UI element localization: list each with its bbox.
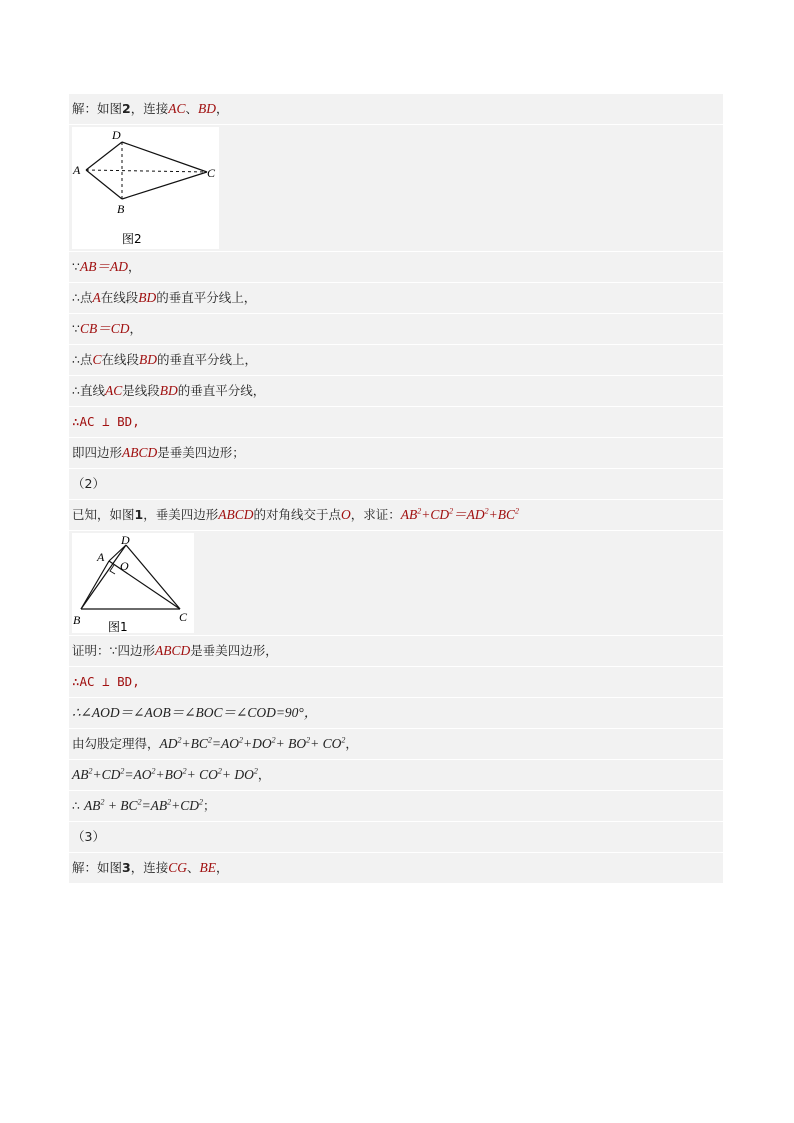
label-o: O (120, 559, 129, 573)
text: ， (129, 321, 142, 336)
kite-diagram (72, 127, 219, 249)
text: 、 (185, 101, 199, 116)
edge-ab (81, 561, 109, 609)
exponent: 2 (449, 506, 454, 516)
term: +CD (92, 767, 121, 782)
exponent: 2 (341, 735, 346, 745)
exponent: 2 (271, 735, 276, 745)
figure-2-row (69, 125, 723, 252)
exponent: 2 (167, 797, 172, 807)
text: ，求证： (350, 507, 401, 522)
exponent: 2 (306, 735, 311, 745)
text: 证明：∵四边形 (72, 643, 155, 658)
text: ∴点 (72, 290, 93, 305)
term: + CO (186, 767, 218, 782)
figure-number: 1 (134, 507, 144, 522)
line-8 (69, 438, 723, 469)
figure-number: 2 (122, 101, 131, 116)
text: ，垂美四边形 (143, 507, 219, 522)
text: 是线段 (122, 383, 160, 398)
goal-equation (401, 507, 519, 522)
edge-ba (86, 170, 122, 199)
exponent: 2 (177, 735, 182, 745)
term: =AO (124, 767, 152, 782)
label-c: C (179, 610, 188, 624)
label-c: C (207, 166, 216, 180)
line-1 (69, 94, 723, 125)
edge-dc (122, 142, 207, 172)
text: 的对角线交于点 (253, 507, 341, 522)
exponent: 2 (137, 797, 142, 807)
pythagorean-equation-2 (72, 767, 258, 782)
text: 由勾股定理得， (72, 736, 160, 751)
text: ， (257, 767, 271, 782)
text: 是垂美四边形， (190, 643, 278, 658)
text: ，连接 (130, 101, 169, 116)
term: +BC (181, 736, 208, 751)
quadrilateral-name: ABCD (154, 643, 191, 658)
text: 在线段 (101, 352, 139, 367)
exponent: 2 (100, 797, 105, 807)
equation: AB＝AD (79, 259, 128, 274)
segment-bd: BD (138, 290, 157, 305)
term: AB (400, 507, 418, 522)
label-b: B (117, 202, 125, 216)
exponent: 2 (515, 506, 520, 516)
exponent: 2 (199, 797, 204, 807)
term: + BO (275, 736, 307, 751)
line-14 (69, 729, 723, 760)
point-a: A (92, 290, 101, 305)
line-15 (69, 760, 723, 791)
line-ac: AC (104, 383, 123, 398)
line-7 (69, 407, 723, 438)
text: ， (127, 259, 141, 274)
text: 解：如图 (72, 101, 123, 116)
point-o: O (341, 507, 351, 522)
solution-content (69, 94, 723, 884)
line-9 (69, 469, 723, 500)
term: AD (159, 736, 178, 751)
segment-ac: AC (168, 101, 186, 116)
term: + CO (310, 736, 342, 751)
label-d: D (112, 128, 121, 142)
quadrilateral-name: ABCD (122, 445, 158, 460)
term: +CD (171, 798, 200, 813)
text: 即四边形 (72, 445, 123, 460)
exponent: 2 (217, 766, 222, 776)
term: + BC (104, 798, 138, 813)
line-17 (69, 822, 723, 853)
text: 在线段 (100, 290, 139, 305)
figure-caption: 图1 (108, 620, 128, 633)
figure-2 (72, 127, 219, 249)
text: 的垂直平分线， (177, 383, 266, 398)
conclusion-equation (84, 798, 203, 813)
line-16 (69, 791, 723, 822)
text: 的垂直平分线上， (156, 290, 257, 305)
text: 、 (187, 860, 200, 875)
label-b: B (73, 613, 81, 627)
text: 的垂直平分线上， (156, 352, 257, 367)
term: +BO (155, 767, 183, 782)
figure-1-row (69, 531, 723, 636)
line-3 (69, 283, 723, 314)
equation: CB＝CD (79, 321, 130, 336)
line-4 (69, 314, 723, 345)
perpendicular-statement: ∴AC ⊥ BD, (72, 414, 140, 429)
edge-cb (122, 172, 207, 199)
term: AB (72, 767, 89, 782)
label-a: A (73, 163, 81, 177)
segment-bd: BD (138, 352, 157, 367)
segment-cg: CG (168, 860, 187, 875)
term: =AB (141, 798, 168, 813)
term: ＝AD (453, 507, 485, 522)
term: +DO (243, 736, 272, 751)
line-13 (69, 698, 723, 729)
pythagorean-equation-1 (160, 736, 346, 751)
edge-ad (86, 142, 122, 170)
exponent: 2 (253, 766, 258, 776)
term: +CD (421, 507, 450, 522)
text: ， (216, 860, 229, 875)
text: ； (203, 798, 216, 813)
angle-statement: ∴∠AOD＝∠AOB＝∠BOC＝∠COD=90°， (72, 705, 318, 720)
label-a: A (97, 550, 105, 564)
edge-cd (126, 545, 180, 609)
because-symbol: ∵ (72, 321, 80, 336)
exponent: 2 (207, 735, 212, 745)
exponent: 2 (151, 766, 156, 776)
text: ， (345, 736, 358, 751)
exponent: 2 (88, 766, 93, 776)
text: ，连接 (130, 860, 169, 875)
line-6 (69, 376, 723, 407)
exponent: 2 (182, 766, 187, 776)
because-symbol: ∵ (72, 259, 80, 274)
term: AB (83, 798, 101, 813)
part-number: （3） (72, 829, 105, 844)
figure-caption: 图2 (122, 232, 142, 246)
point-c: C (92, 352, 102, 367)
text: ， (216, 101, 229, 116)
quadrilateral-name: ABCD (218, 507, 254, 522)
text: 是垂美四边形； (157, 445, 245, 460)
figure-1 (72, 533, 194, 633)
exponent: 2 (120, 766, 125, 776)
text: ∴点 (72, 352, 93, 367)
figure-number: 3 (122, 860, 131, 875)
text: 已知，如图 (72, 507, 135, 522)
term: =AO (211, 736, 239, 751)
exponent: 2 (239, 735, 243, 745)
text: ∴直线 (72, 383, 105, 398)
label-d: D (121, 533, 130, 547)
term: +BC (488, 507, 516, 522)
line-5 (69, 345, 723, 376)
line-2 (69, 252, 723, 283)
segment-be: BE (199, 860, 217, 875)
segment-bd: BD (198, 101, 217, 116)
line-11 (69, 636, 723, 667)
line-10 (69, 500, 723, 531)
orthodiagonal-quadrilateral-diagram (72, 533, 194, 633)
line-18 (69, 853, 723, 884)
perpendicular-statement: ∴AC ⊥ BD, (72, 674, 140, 689)
text: 解：如图 (72, 860, 123, 875)
segment-bd: BD (159, 383, 178, 398)
line-12 (69, 667, 723, 698)
part-number: （2） (72, 476, 105, 491)
diagonal-ac (86, 170, 207, 172)
therefore-symbol: ∴ (72, 798, 84, 813)
exponent: 2 (484, 506, 489, 516)
exponent: 2 (417, 506, 422, 516)
term: + DO (221, 767, 254, 782)
